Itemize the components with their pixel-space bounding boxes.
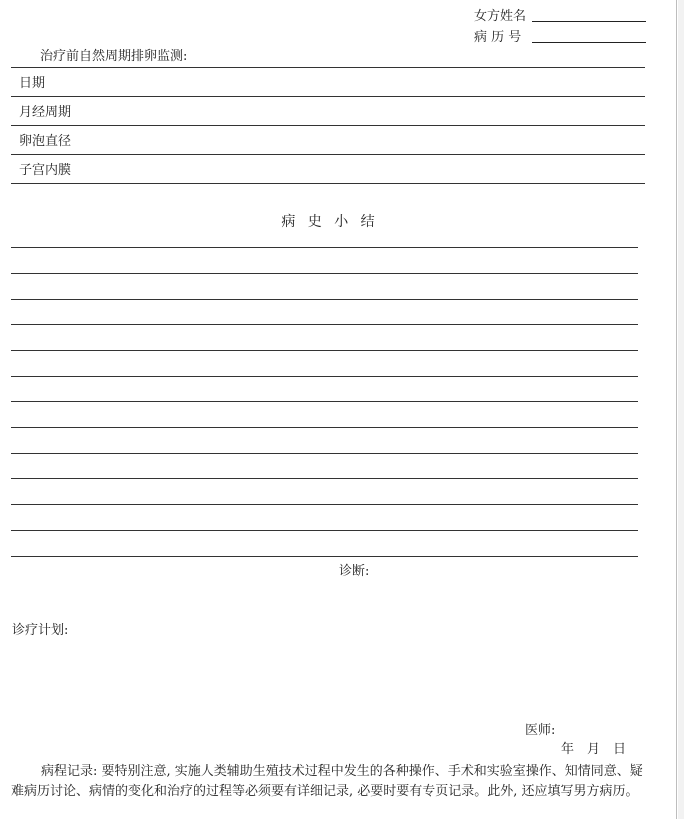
diagnosis-label: 诊断:: [339, 564, 370, 579]
writing-line[interactable]: [11, 324, 638, 325]
writing-line[interactable]: [11, 401, 638, 402]
row-label-follicle-diameter: 卵泡直径: [19, 134, 72, 149]
writing-line[interactable]: [11, 504, 638, 505]
date-label: 年 月 日: [561, 742, 627, 757]
row-label-menstrual-cycle: 月经周期: [19, 105, 72, 120]
female-name-label: 女方姓名: [474, 9, 527, 24]
record-no-label: 病 历 号: [474, 30, 522, 45]
writing-line[interactable]: [11, 299, 638, 300]
female-name-field[interactable]: [532, 21, 646, 22]
page-edge: [676, 0, 677, 819]
writing-line[interactable]: [11, 478, 638, 479]
writing-line[interactable]: [11, 273, 638, 274]
treatment-plan-label: 诊疗计划:: [12, 623, 69, 638]
table-rule: [11, 67, 645, 68]
writing-line[interactable]: [11, 350, 638, 351]
page-edge-shadow: [678, 0, 684, 819]
writing-line[interactable]: [11, 376, 638, 377]
table-rule: [11, 154, 645, 155]
writing-line[interactable]: [11, 247, 638, 248]
record-no-field[interactable]: [532, 42, 646, 43]
table-rule: [11, 125, 645, 126]
doctor-label: 医师:: [525, 723, 556, 738]
row-label-endometrium: 子宫内膜: [19, 163, 72, 178]
history-title: 病 史 小 结: [281, 214, 379, 230]
writing-line[interactable]: [11, 530, 638, 531]
writing-line[interactable]: [11, 453, 638, 454]
monitor-title: 治疗前自然周期排卵监测:: [40, 49, 188, 64]
course-note: 病程记录: 要特别注意, 实施人类辅助生殖技术过程中发生的各种操作、手术和实验室操作、知情同意、疑难病历讨论、病情的变化和治疗的过程等必须要有详细记录, 必要时要有专页记录。此外, 还应填写男方病历。: [11, 764, 643, 799]
table-rule: [11, 183, 645, 184]
row-label-date: 日期: [19, 76, 46, 91]
writing-line[interactable]: [11, 556, 638, 557]
table-rule: [11, 96, 645, 97]
writing-line[interactable]: [11, 427, 638, 428]
